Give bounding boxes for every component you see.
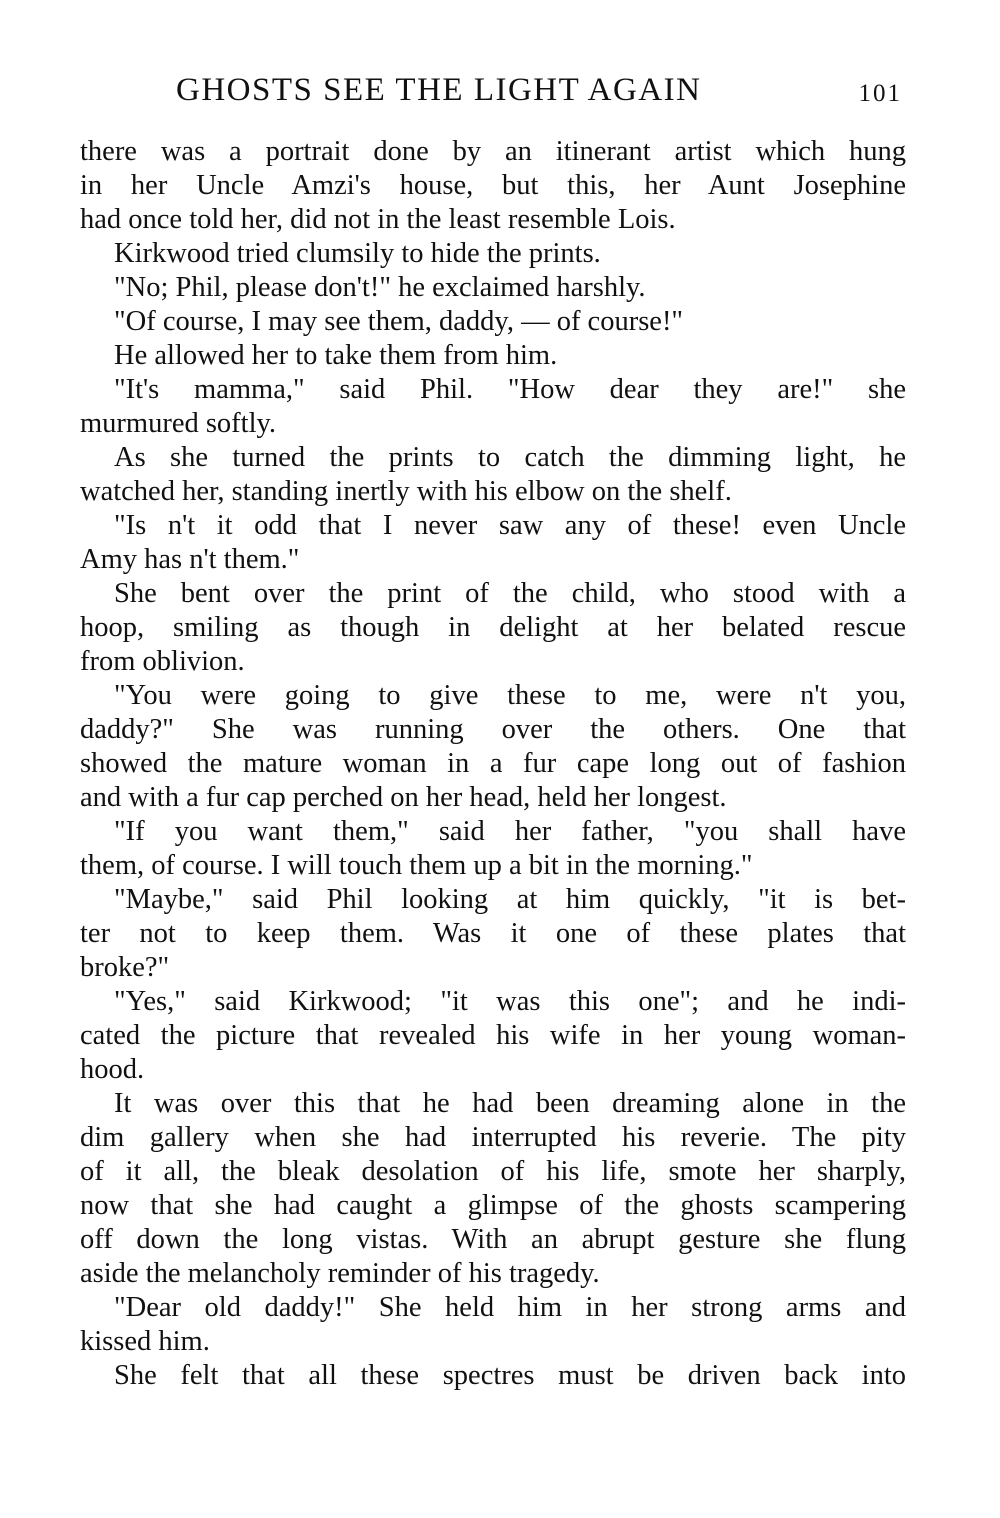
text-line: "Maybe," said Phil looking at him quickly, "it is bet- [114, 884, 906, 915]
text-line: aside the melancholy reminder of his tragedy. [80, 1258, 600, 1289]
text-line: She bent over the print of the child, who stood with a [114, 578, 906, 609]
body-text [80, 135, 906, 1393]
running-head [80, 72, 904, 116]
text-line: As she turned the prints to catch the dimming light, he [114, 442, 906, 473]
text-line: broke?" [80, 952, 170, 983]
text-line: "It's mamma," said Phil. "How dear they are!" she [114, 374, 906, 405]
text-line: and with a fur cap perched on her head, held her longest. [80, 782, 727, 813]
text-line: showed the mature woman in a fur cape long out of fashion [80, 748, 906, 779]
text-line: It was over this that he had been dreaming alone in the [114, 1088, 906, 1119]
text-line: "You were going to give these to me, were n't you, [114, 680, 906, 711]
text-line: She felt that all these spectres must be driven back into [114, 1360, 906, 1391]
text-line: ter not to keep them. Was it one of these plates that [80, 918, 906, 949]
text-line: in her Uncle Amzi's house, but this, her Aunt Josephine [80, 170, 906, 201]
text-line: cated the picture that revealed his wife in her young woman- [80, 1020, 906, 1051]
text-line: He allowed her to take them from him. [114, 340, 558, 371]
page-number: 101 [858, 80, 902, 107]
text-line: "No; Phil, please don't!" he exclaimed harshly. [114, 272, 646, 303]
text-line: Kirkwood tried clumsily to hide the prints. [114, 238, 601, 269]
text-line: murmured softly. [80, 408, 277, 439]
text-line: from oblivion. [80, 646, 245, 677]
text-line: hood. [80, 1054, 145, 1085]
text-line: "Yes," said Kirkwood; "it was this one"; and he indi- [114, 986, 906, 1017]
text-line: dim gallery when she had interrupted his reverie. The pity [80, 1122, 906, 1153]
text-line: "Dear old daddy!" She held him in her strong arms and [114, 1292, 906, 1323]
text-line: there was a portrait done by an itinerant artist which hung [80, 136, 906, 167]
text-line: off down the long vistas. With an abrupt gesture she flung [80, 1224, 906, 1255]
text-line: kissed him. [80, 1326, 210, 1357]
text-line: of it all, the bleak desolation of his life, smote her sharply, [80, 1156, 906, 1187]
text-line: "Of course, I may see them, daddy, — of course!" [114, 306, 684, 337]
text-line: Amy has n't them." [80, 544, 300, 575]
text-line: "Is n't it odd that I never saw any of these! even Uncle [114, 510, 906, 541]
text-line: daddy?" She was running over the others. One that [80, 714, 906, 745]
text-line: hoop, smiling as though in delight at her belated rescue [80, 612, 906, 643]
text-line: "If you want them," said her father, "you shall have [114, 816, 906, 847]
text-line: watched her, standing inertly with his elbow on the shelf. [80, 476, 732, 507]
text-line: now that she had caught a glimpse of the ghosts scampering [80, 1190, 906, 1221]
text-line: them, of course. I will touch them up a bit in the morning." [80, 850, 753, 881]
text-line: had once told her, did not in the least resemble Lois. [80, 204, 676, 235]
running-title: GHOSTS SEE THE LIGHT AGAIN [176, 72, 702, 108]
